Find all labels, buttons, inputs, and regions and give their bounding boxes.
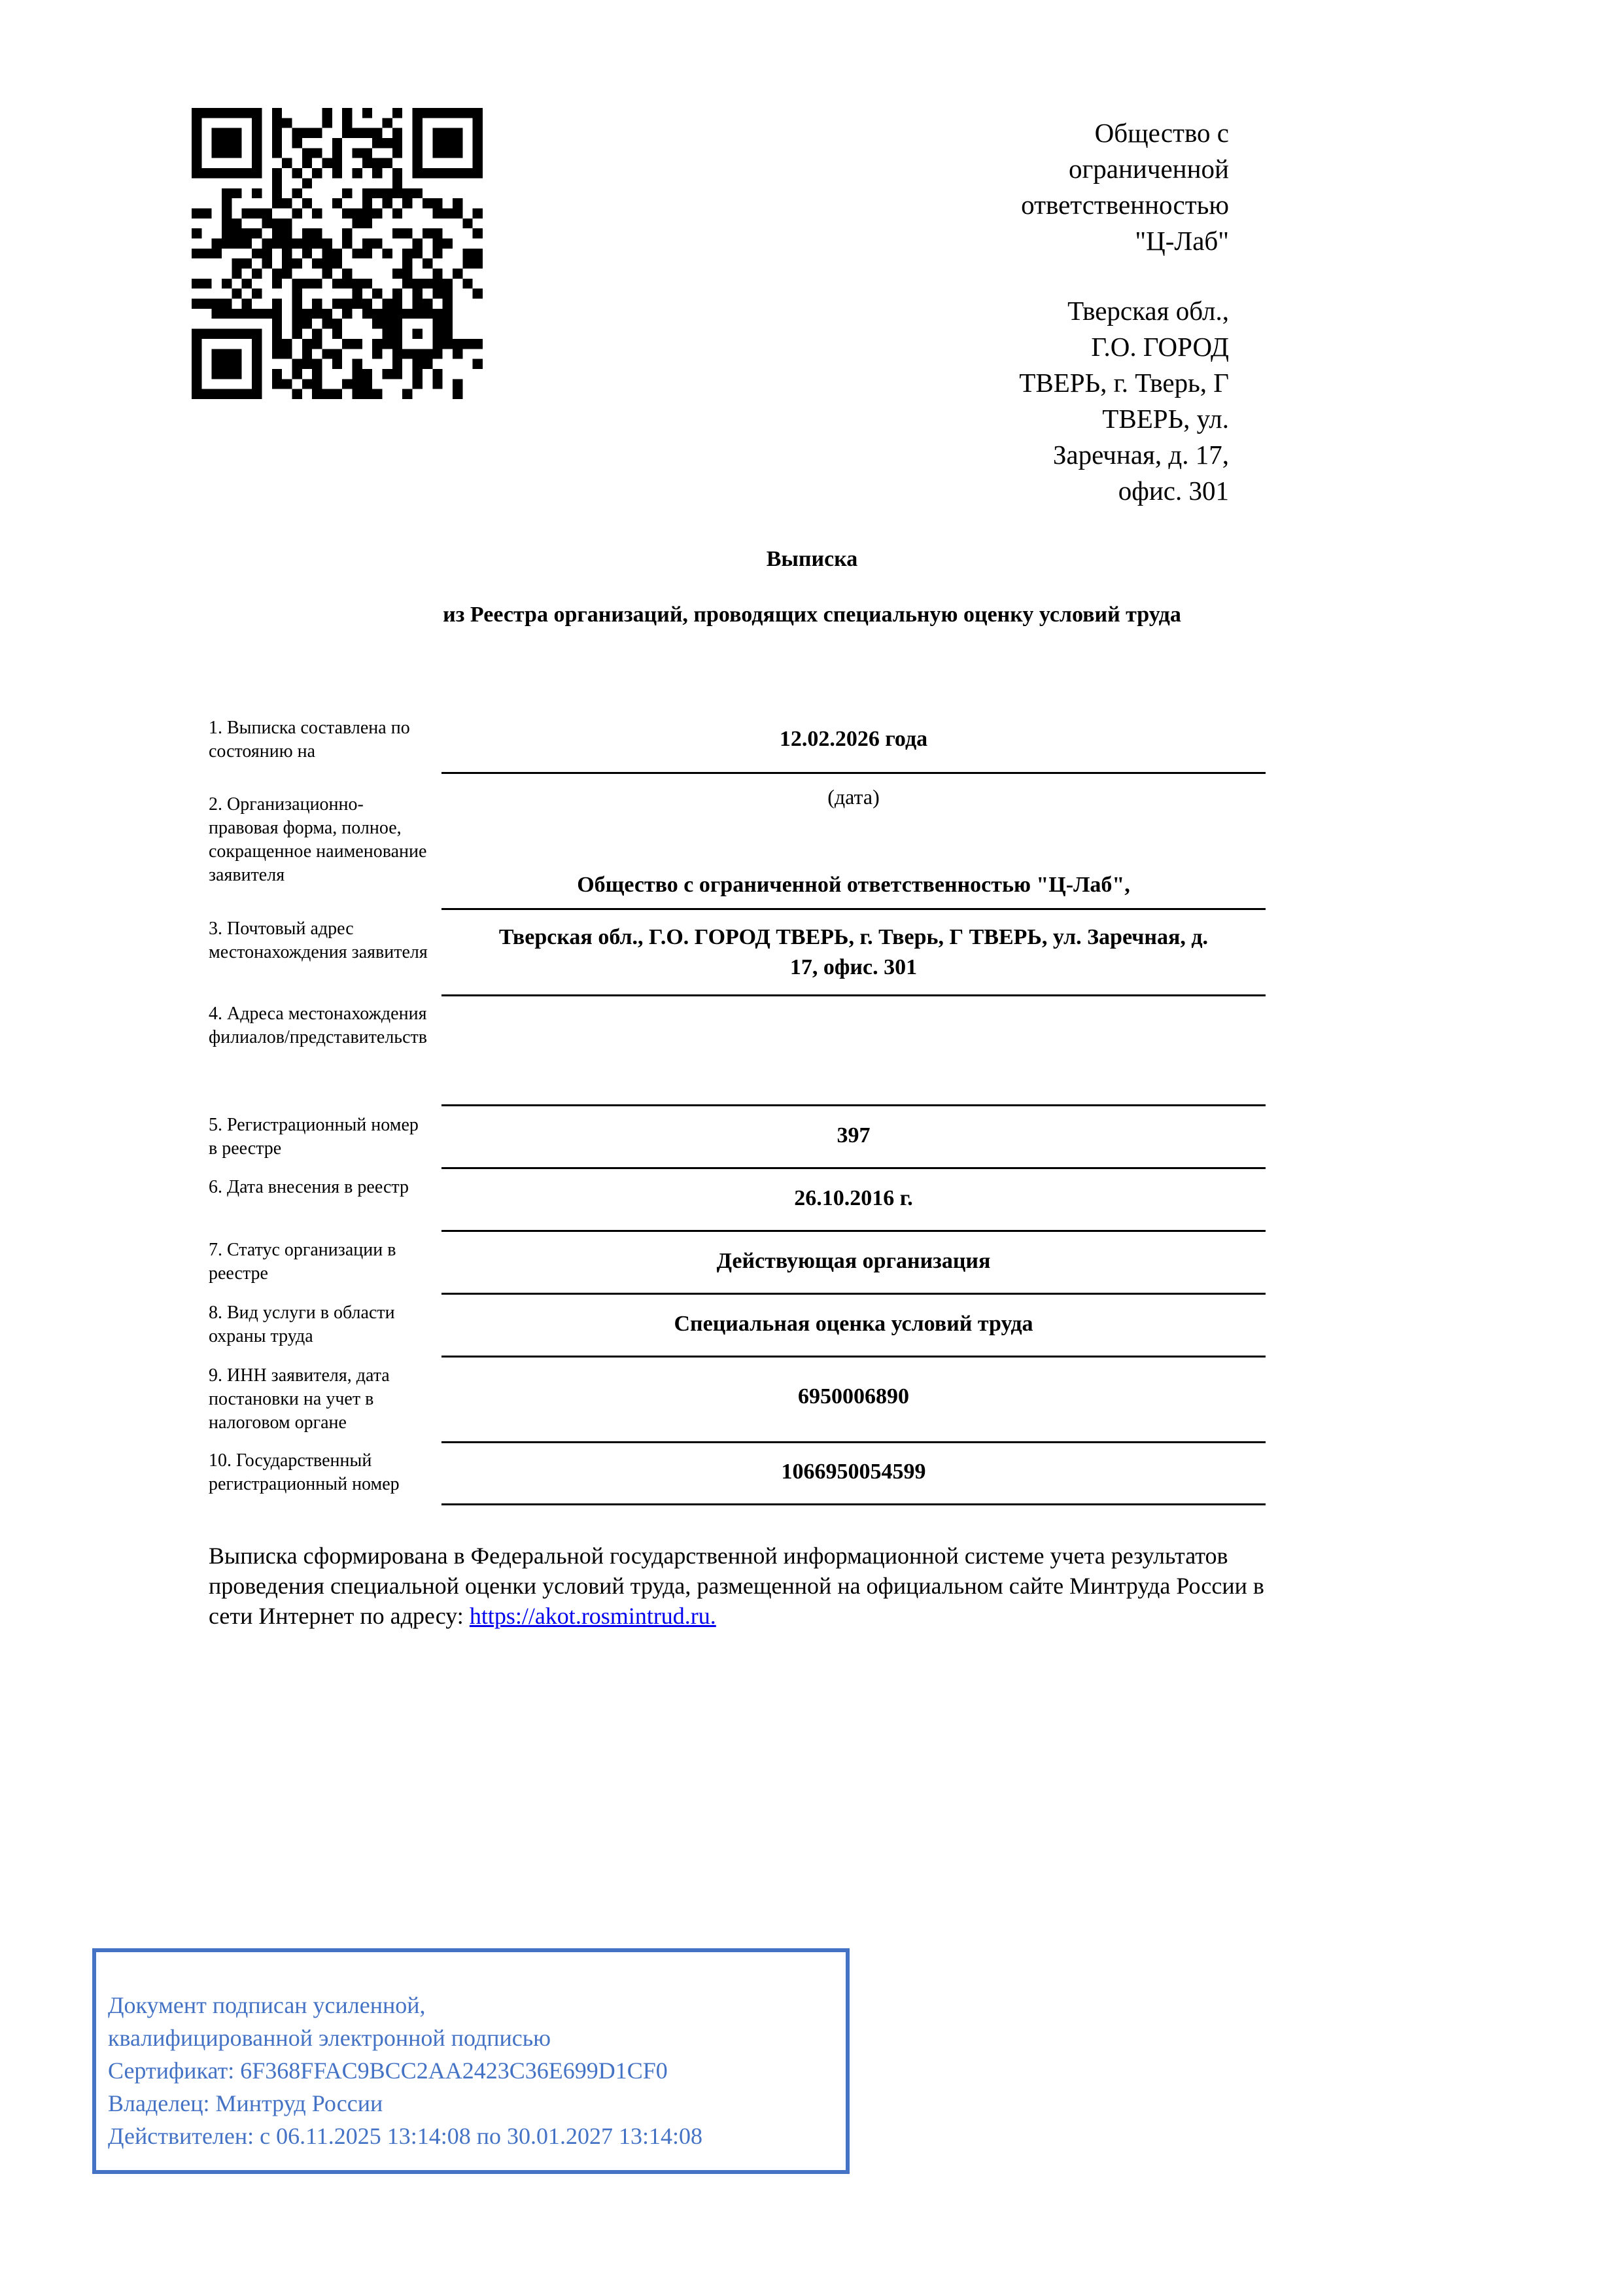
row-divider [441, 994, 1266, 996]
row-label-9: 9. ИНН заявителя, дата постановки на учет в налоговом органе [209, 1365, 390, 1433]
signature-stamp [92, 1948, 850, 2174]
row-value-9: 6950006890 [798, 1384, 909, 1409]
row-divider [441, 908, 1266, 910]
row-value-10: 1066950054599 [781, 1460, 926, 1484]
qr-code [192, 108, 483, 399]
row-label-10: 10. Государственный регистрационный номер [209, 1450, 400, 1494]
row-divider [441, 1441, 1266, 1443]
row-label-5: 5. Регистрационный номер в реестре [209, 1115, 419, 1159]
footer-note [209, 1541, 1281, 1631]
certificate-number: Сертификат: 6F368FFAC9BCC2AA2423C36E699D1CF0 [108, 2058, 668, 2084]
row-divider [441, 1104, 1266, 1106]
addressee-address: Тверская обл., Г.О. ГОРОД ТВЕРЬ, г. Тверь, Г ТВЕРЬ, ул. Заречная, д. 17, офис. 301 [1019, 296, 1229, 506]
row-divider [441, 1167, 1266, 1169]
row-divider [441, 1356, 1266, 1358]
row-label-7: 7. Статус организации в реестре [209, 1240, 396, 1284]
row-value-2: Общество с ограниченной ответственностью "Ц-Лаб", [577, 873, 1130, 897]
certificate-owner: Владелец: Минтруд России [108, 2090, 383, 2116]
document-title: Выписка [766, 547, 858, 571]
row-value-1: 12.02.2026 года [779, 727, 928, 751]
certificate-validity: Действителен: с 06.11.2025 13:14:08 по 30.01.2027 13:14:08 [108, 2123, 703, 2149]
row-label-2: 2. Организационно-правовая форма, полное, сокращенное наименование заявителя [209, 794, 427, 885]
row-divider [441, 1230, 1266, 1232]
site-link[interactable]: https://akot.rosmintrud.ru. [469, 1603, 716, 1629]
row-label-8: 8. Вид услуги в области охраны труда [209, 1303, 395, 1346]
stamp-line: квалифицированной электронной подписью [108, 2025, 551, 2051]
row-label-6: 6. Дата внесения в реестр [209, 1177, 409, 1197]
row-value-6: 26.10.2016 г. [794, 1186, 913, 1210]
row-divider [441, 772, 1266, 774]
row-value-7: Действующая организация [716, 1249, 991, 1273]
note-text: Выписка сформирована в Федеральной государственной информационной системе учета результатов проведения специальной оценки условий труда, размещенной на официальном сайте Минтруда России в сети Интернет по адресу: [209, 1543, 1264, 1629]
document-subtitle: из Реестра организаций, проводящих специальную оценку условий труда [443, 603, 1181, 627]
date-hint: (дата) [827, 785, 880, 809]
row-divider [441, 1503, 1266, 1505]
row-divider [441, 1293, 1266, 1295]
stamp-line: Документ подписан усиленной, [108, 1992, 426, 2018]
addressee-block [837, 115, 1229, 509]
row-value-8: Специальная оценка условий труда [674, 1312, 1033, 1336]
row-label-4: 4. Адреса местонахождения филиалов/представительств [209, 1004, 427, 1047]
addressee-name: Общество с ограниченной ответственностью "Ц-Лаб" [1021, 118, 1229, 256]
row-label-1: 1. Выписка составлена по состоянию на [209, 718, 410, 762]
row-value-3: Тверская обл., Г.О. ГОРОД ТВЕРЬ, г. Тверь, Г ТВЕРЬ, ул. Заречная, д. 17, офис. 301 [498, 925, 1209, 979]
row-label-3: 3. Почтовый адрес местонахождения заявителя [209, 919, 428, 962]
row-value-5: 397 [837, 1123, 871, 1148]
